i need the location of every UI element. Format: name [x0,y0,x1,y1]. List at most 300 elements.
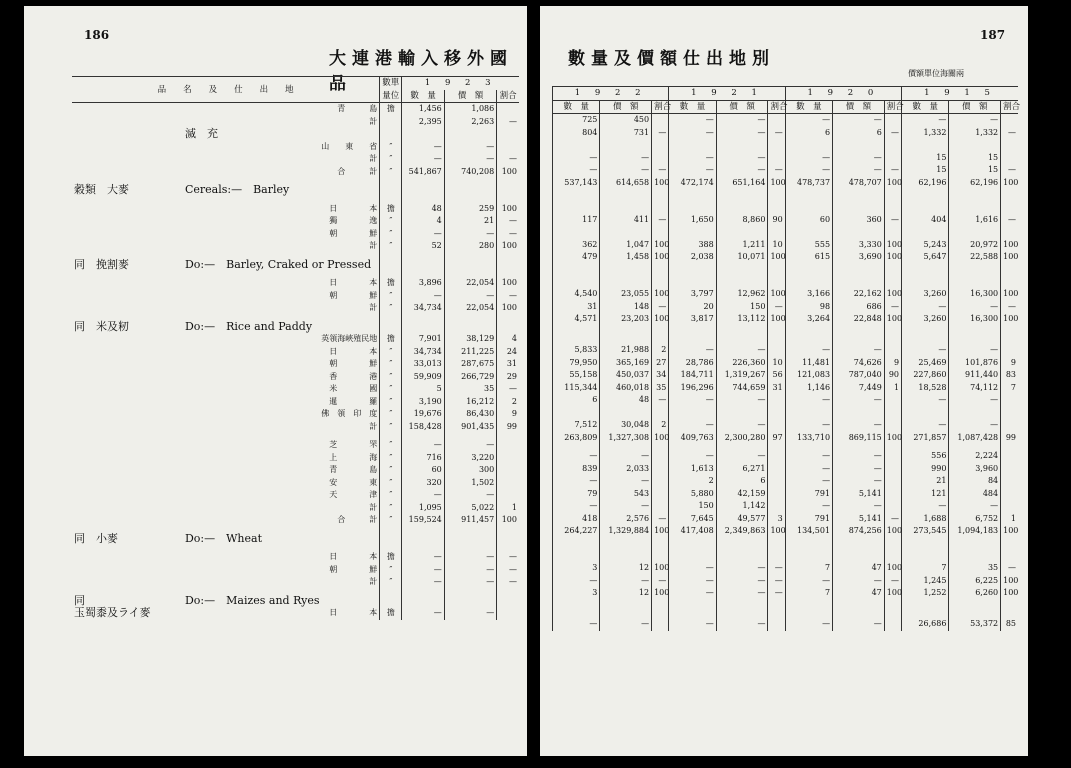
item-name-cell [183,203,289,216]
ratio-cell: 100 [652,432,669,445]
ratio-cell: 100 [884,177,901,190]
qty-cell: 5,647 [902,251,949,264]
ratio-cell [497,128,519,141]
ratio-cell [768,270,785,283]
value-cell: 5,141 [833,488,885,501]
table-row [553,382,1019,395]
category-cell [72,464,183,477]
value-cell: 20,972 [949,239,1001,252]
value-cell: — [444,290,496,303]
qty-cell: 4,571 [553,313,600,326]
value-cell: 300 [444,464,496,477]
category-cell [72,302,183,315]
value-cell: 3,690 [833,251,885,264]
qty-cell: 5,833 [553,344,600,357]
ratio-cell: 10 [768,239,785,252]
qty-cell [785,139,832,152]
table-row [553,127,1019,140]
category-cell [72,576,183,589]
value-cell: 460,018 [600,382,652,395]
table-row [553,450,1019,463]
ratio-cell [768,114,785,127]
ratio-cell: 100 [1001,313,1018,326]
item-column-header: 品 名 及 仕 出 地 [72,77,380,103]
ratio-cell: 100 [652,525,669,538]
qty-cell: 264,227 [553,525,600,538]
value-cell [833,139,885,152]
category-cell [72,358,183,371]
table-row [72,228,519,241]
ratio-cell [497,184,519,197]
qty-cell: 15 [902,164,949,177]
qty-cell: — [902,419,949,432]
value-cell: — [716,618,768,631]
value-cell [833,270,885,283]
category-cell [72,396,183,409]
qty-header: 數 量 [553,100,600,114]
qty-cell: 2 [669,475,716,488]
value-cell [833,544,885,557]
value-cell: 12,962 [716,288,768,301]
category-cell [72,551,183,564]
value-cell [600,226,652,239]
ratio-cell: — [768,301,785,314]
category-cell: 玉蜀黍及ライ麥 [74,606,151,620]
table-row [553,177,1019,190]
item-name-cell [183,421,289,434]
qty-cell: 34,734 [402,302,444,315]
value-cell: 13,112 [716,313,768,326]
table-row [72,103,519,116]
category-cell [72,564,183,577]
qty-cell: 1,456 [402,103,444,116]
unit-cell: ″ [380,153,402,166]
qty-cell: 184,711 [669,369,716,382]
qty-cell: 417,408 [669,525,716,538]
table-row [553,419,1019,432]
value-cell: 1,502 [444,477,496,490]
value-cell: 16,300 [949,288,1001,301]
origin-cell [289,533,380,546]
value-cell: 911,440 [949,369,1001,382]
origin-cell: 合 計 [337,166,378,176]
page-title: 大連港輸入移外國品 [329,49,513,94]
ratio-cell: — [497,383,519,396]
ratio-cell: 10 [768,357,785,370]
ratio-cell: 100 [652,562,669,575]
ratio-cell [884,270,901,283]
qty-cell [669,544,716,557]
value-cell [444,595,496,608]
qty-cell: 271,857 [902,432,949,445]
table-row [553,369,1019,382]
unit-cell: ″ [380,358,402,371]
ratio-cell: 100 [497,514,519,527]
qty-cell [902,544,949,557]
value-cell: 478,707 [833,177,885,190]
qty-cell: — [785,114,832,127]
ratio-cell: 29 [497,371,519,384]
qty-cell: — [785,152,832,165]
value-cell [716,270,768,283]
ratio-header: 割合 [1001,100,1018,114]
value-cell: 10,071 [716,251,768,264]
unit-cell [380,259,402,272]
ratio-cell: 9 [497,408,519,421]
value-cell: — [716,344,768,357]
qty-cell: — [785,450,832,463]
ratio-cell [1001,394,1018,407]
value-cell: 2,576 [600,513,652,526]
ratio-cell [884,463,901,476]
qty-cell: — [402,290,444,303]
value-cell: 686 [833,301,885,314]
ratio-cell: — [652,214,669,227]
qty-cell: — [402,564,444,577]
origin-cell: 朝 鮮 [329,228,378,238]
qty-cell [669,139,716,152]
item-name-cell [183,607,289,620]
value-header: 價 額 [716,100,768,114]
value-cell: 74,112 [949,382,1001,395]
ratio-cell [652,475,669,488]
origin-cell: 朝 鮮 [329,564,378,574]
unit-cell: ″ [380,240,402,253]
value-cell: — [716,575,768,588]
year-header: 1 9 1 5 [902,87,1018,101]
qty-cell: — [669,164,716,177]
ratio-cell [1001,475,1018,488]
ratio-cell: — [768,562,785,575]
qty-cell: — [553,618,600,631]
unit-cell [380,321,402,334]
value-cell [716,544,768,557]
ratio-cell [497,259,519,272]
origin-cell: 計 [369,421,378,431]
qty-cell: 990 [902,463,949,476]
table-row [72,141,519,154]
table-row [72,576,519,589]
ratio-cell [652,488,669,501]
table-row [72,321,519,334]
ratio-cell: — [884,301,901,314]
qty-cell: — [553,575,600,588]
value-cell [949,139,1001,152]
page-number: 187 [980,28,1006,42]
table-row [553,195,1019,208]
table-row [72,489,519,502]
value-cell [833,195,885,208]
ratio-cell [497,489,519,502]
value-cell [949,606,1001,619]
qty-cell: 479 [553,251,600,264]
import-table-right [552,86,1021,631]
ratio-cell [1001,332,1018,345]
unit-cell: ″ [380,215,402,228]
item-name-cell [183,439,289,452]
ratio-cell [652,450,669,463]
value-cell: 411 [600,214,652,227]
value-cell: 12 [600,587,652,600]
category-cell [72,371,183,384]
ratio-cell: 100 [1001,525,1018,538]
value-cell: 48 [600,394,652,407]
table-row [72,277,519,290]
origin-cell [289,184,380,197]
ratio-cell [884,606,901,619]
qty-cell: 263,809 [553,432,600,445]
ratio-header: 割合 [884,100,901,114]
item-name-cell [183,290,289,303]
ratio-cell [768,344,785,357]
qty-cell: 388 [669,239,716,252]
category-cell: 同 小麥 [74,531,118,545]
value-cell: 22,848 [833,313,885,326]
origin-cell: 日 本 [329,278,378,288]
qty-cell: 98 [785,301,832,314]
table-row [72,533,519,546]
category-cell [72,502,183,515]
value-cell: — [833,575,885,588]
table-row [553,214,1019,227]
value-cell: — [444,141,496,154]
qty-cell: — [785,618,832,631]
ratio-cell [768,419,785,432]
table-row [553,500,1019,513]
table-row [553,463,1019,476]
ratio-cell: 100 [1001,587,1018,600]
value-cell [600,139,652,152]
table-row [72,358,519,371]
qty-cell: — [402,489,444,502]
origin-cell: 朝 鮮 [329,359,378,369]
ratio-cell: 34 [652,369,669,382]
value-cell: 874,256 [833,525,885,538]
value-cell [444,184,496,197]
ratio-cell [1001,606,1018,619]
ratio-cell [652,407,669,420]
qty-header: 數 量 [902,100,949,114]
value-cell: — [833,152,885,165]
item-name-cell [183,358,289,371]
table-row [72,551,519,564]
qty-cell: 404 [902,214,949,227]
qty-cell: 472,174 [669,177,716,190]
ratio-cell: — [497,551,519,564]
ratio-cell: 31 [768,382,785,395]
ratio-cell [652,226,669,239]
value-cell: — [600,575,652,588]
table-row [553,475,1019,488]
value-cell: 47 [833,587,885,600]
item-name-cell [183,551,289,564]
ratio-cell: — [768,575,785,588]
qty-cell: 1,688 [902,513,949,526]
qty-cell: 159,524 [402,514,444,527]
value-cell: — [444,551,496,564]
unit-cell [380,533,402,546]
qty-cell: — [669,575,716,588]
value-cell: 5,141 [833,513,885,526]
qty-cell: 3,260 [902,288,949,301]
unit-cell: 擔 [380,277,402,290]
ratio-cell: — [652,127,669,140]
unit-cell: ″ [380,439,402,452]
item-name-cell [183,346,289,359]
value-cell: 7,449 [833,382,885,395]
ratio-cell: 9 [884,357,901,370]
value-cell: 1,087,428 [949,432,1001,445]
ratio-cell: — [497,290,519,303]
value-cell: 15 [949,152,1001,165]
origin-cell: 米 國 [329,384,378,394]
origin-cell: 英領海峽殖民地 [321,334,378,344]
qty-cell [902,270,949,283]
unit-cell: ″ [380,290,402,303]
ratio-cell: 2 [652,419,669,432]
table-row [72,333,519,346]
ratio-cell [768,488,785,501]
qty-header: 數 量 [785,100,832,114]
item-name-cell [183,489,289,502]
ratio-cell [884,488,901,501]
item-name-cell [183,477,289,490]
ratio-cell: 97 [768,432,785,445]
table-row [553,357,1019,370]
ratio-cell [768,195,785,208]
qty-cell: 3,166 [785,288,832,301]
item-name-cell [183,464,289,477]
qty-cell: 537,143 [553,177,600,190]
value-cell: 101,876 [949,357,1001,370]
table-row [72,184,519,197]
ratio-cell [652,114,669,127]
category-cell [72,333,183,346]
ratio-cell [1001,450,1018,463]
value-cell: — [716,419,768,432]
qty-cell [402,184,444,197]
qty-cell: 1,650 [669,214,716,227]
ratio-cell [768,332,785,345]
qty-cell: 362 [553,239,600,252]
value-cell: — [833,463,885,476]
ratio-cell: — [884,164,901,177]
value-cell: 450,037 [600,369,652,382]
qty-cell: 31 [553,301,600,314]
ratio-cell: 100 [652,587,669,600]
ratio-cell: 4 [497,333,519,346]
ratio-cell [1001,226,1018,239]
value-cell: 38,129 [444,333,496,346]
unit-cell [380,116,402,129]
origin-cell: 獨 逸 [329,216,378,226]
value-cell: 84 [949,475,1001,488]
item-name-cell [183,383,289,396]
qty-cell: — [669,344,716,357]
qty-cell: 1,332 [902,127,949,140]
table-row [553,114,1019,127]
qty-cell: 227,860 [902,369,949,382]
unit-header-1: 數單 [380,77,402,90]
value-cell: 1,332 [949,127,1001,140]
table-row [553,332,1019,345]
qty-cell: 3,264 [785,313,832,326]
table-row [72,371,519,384]
qty-cell [785,407,832,420]
ratio-cell [652,544,669,557]
unit-cell [380,595,402,608]
table-row [553,488,1019,501]
qty-cell: — [553,152,600,165]
ratio-cell: 100 [1001,288,1018,301]
ratio-cell [768,394,785,407]
value-cell: 47 [833,562,885,575]
qty-cell: 7 [785,562,832,575]
ratio-cell [884,394,901,407]
qty-cell [902,195,949,208]
item-name-cell [183,240,289,253]
origin-cell: 佛 領 印 度 [321,409,378,419]
value-cell: 287,675 [444,358,496,371]
value-cell: — [444,607,496,620]
qty-cell: — [902,394,949,407]
category-cell [72,228,183,241]
unit-cell: ″ [380,371,402,384]
qty-cell: 121 [902,488,949,501]
table-row [553,313,1019,326]
ratio-cell [768,500,785,513]
value-cell: — [444,564,496,577]
ratio-cell [497,141,519,154]
table-row [553,432,1019,445]
qty-cell: — [785,500,832,513]
value-cell: — [716,450,768,463]
origin-cell: 青 島 [337,104,378,114]
value-cell [600,332,652,345]
ratio-cell [652,606,669,619]
qty-cell [402,321,444,334]
value-cell [600,407,652,420]
qty-cell: 615 [785,251,832,264]
table-row [553,587,1019,600]
value-cell: 484 [949,488,1001,501]
year-header: 1 9 2 0 [785,87,901,101]
ratio-cell: 27 [652,357,669,370]
qty-cell: 541,867 [402,166,444,179]
ratio-cell: — [884,575,901,588]
item-name-cell [183,564,289,577]
category-cell [72,290,183,303]
qty-cell [553,139,600,152]
value-cell: 6,271 [716,463,768,476]
qty-cell: — [902,301,949,314]
unit-cell: ″ [380,421,402,434]
qty-cell: 839 [553,463,600,476]
table-row [72,408,519,421]
category-cell [72,141,183,154]
ratio-cell: 85 [1001,618,1018,631]
qty-cell: — [902,500,949,513]
origin-cell: 計 [369,154,378,164]
value-cell: 5,022 [444,502,496,515]
qty-cell: 15 [902,152,949,165]
category-cell [72,514,183,527]
value-cell: — [716,562,768,575]
item-name-cell [183,153,289,166]
ratio-cell: — [497,564,519,577]
qty-cell: 3,817 [669,313,716,326]
value-cell: — [600,475,652,488]
